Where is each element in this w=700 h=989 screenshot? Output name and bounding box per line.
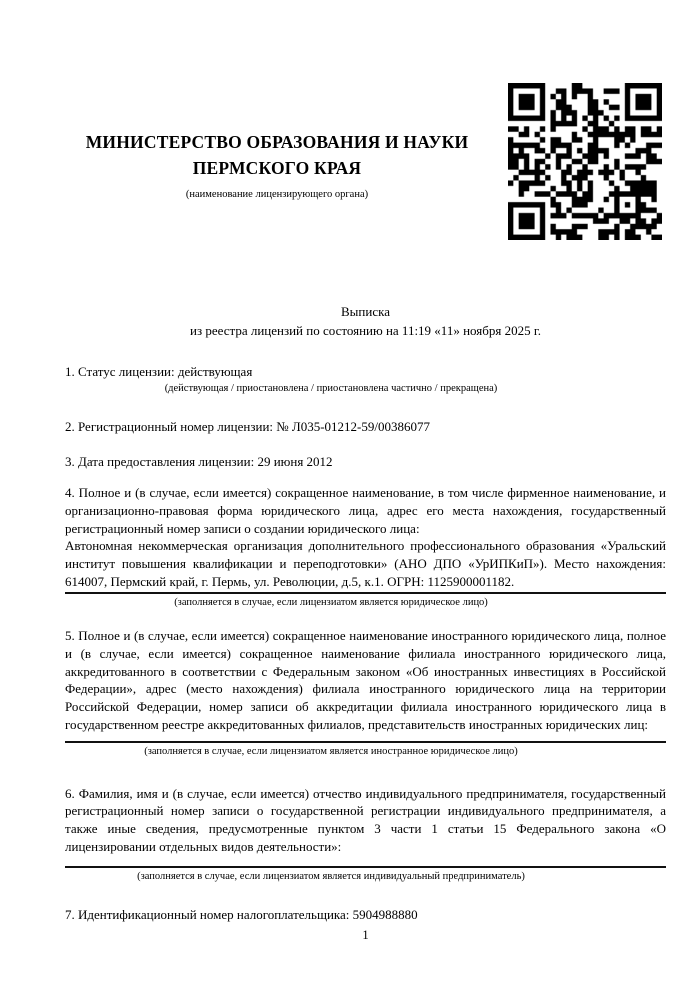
legal-entity-info-value: Автономная некоммерческая организация дополнительного профессионального образования «Уральский институт повышения квалификации и переподготовки» (АНО ДПО «УрИПКиП»). Место нахождения: 614007, Пермский край, г. Пермь, ул. Революции, д.5, к.1. ОГРН: 1125900001182. <box>65 538 666 589</box>
license-grant-date-text: 3. Дата предоставления лицензии: 29 июня 2012 <box>65 454 333 470</box>
ministry-name-line2: ПЕРМСКОГО КРАЯ <box>192 157 362 178</box>
licensing-authority-caption: (наименование лицензирующего органа) <box>185 189 369 200</box>
license-status-caption: (действующая / приостановлена / приостановлена частично / прекращена) <box>164 382 498 394</box>
license-status-text: 1. Статус лицензии: действующая <box>65 364 253 379</box>
qr-code <box>508 83 662 240</box>
individual-entrepreneur-text: 6. Фамилия, имя и (в случае, если имеется) отчество индивидуального предпринимателя, государственный регистрационный номер записи о государственной регистрации индивидуального предпринимателя, а также иные сведения, предусмотренные пунктом 3 части 1 статьи 15 Федерального закона «О лицензировании отдельных видов деятельности»: <box>65 785 666 854</box>
item-taxpayer-number <box>65 906 666 924</box>
item-foreign-entity-info <box>65 627 666 757</box>
answer-line-foreign-entity <box>65 741 666 743</box>
registration-number-text: 2. Регистрационный номер лицензии: № Л035-01212-59/00386077 <box>65 418 431 434</box>
foreign-entity-caption: (заполняется в случае, если лицензиатом является иностранное юридическое лицо) <box>144 745 518 757</box>
document-title <box>65 303 666 340</box>
document-title-line1: Выписка <box>341 304 390 319</box>
item-registration-number <box>65 418 666 436</box>
legal-entity-info-text: 4. Полное и (в случае, если имеется) сокращенное наименование, в том числе фирменное наименование, и организационно-правовая форма юридического лица, адрес его места нахождения, государственный регистрационный номер записи о создании юридического лица: <box>65 485 666 536</box>
answer-line-individual-entrepreneur <box>65 866 666 868</box>
page-number: 1 <box>362 928 369 942</box>
legal-entity-caption: (заполняется в случае, если лицензиатом является юридическое лицо) <box>174 597 488 609</box>
item-license-grant-date <box>65 453 666 471</box>
individual-entrepreneur-caption: (заполняется в случае, если лицензиатом является индивидуальный предприниматель) <box>137 871 525 883</box>
item-legal-entity-info <box>65 484 666 609</box>
licensing-authority-header <box>62 130 492 201</box>
item-individual-entrepreneur-info <box>65 785 666 884</box>
answer-line-legal-entity <box>65 592 666 594</box>
item-license-status <box>65 363 666 395</box>
taxpayer-number-text: 7. Идентификационный номер налогоплательщика: 5904988880 <box>65 907 418 923</box>
foreign-entity-info-text: 5. Полное и (в случае, если имеется) сокращенное наименование иностранного юридического лица, полное и (в случае, если имеется) сокращенное наименование филиала иностранного юридического лица, аккредитованного в соответствии с Федеральным законом «Об иностранных инвестициях в Российской Федерации», адрес (место нахождения) филиала иностранного юридического лица на территории Российской Федерации, номер записи об аккредитации филиала иностранного юридического лица в государственном реестре аккредитованных филиалов, представительств иностранных юридических лиц: <box>65 628 666 732</box>
ministry-name-line1: МИНИСТЕРСТВО ОБРАЗОВАНИЯ И НАУКИ <box>85 132 469 152</box>
document-title-line2: из реестра лицензий по состоянию на 11:19 «11» ноября 2025 г. <box>190 322 541 338</box>
document-body <box>65 363 666 924</box>
